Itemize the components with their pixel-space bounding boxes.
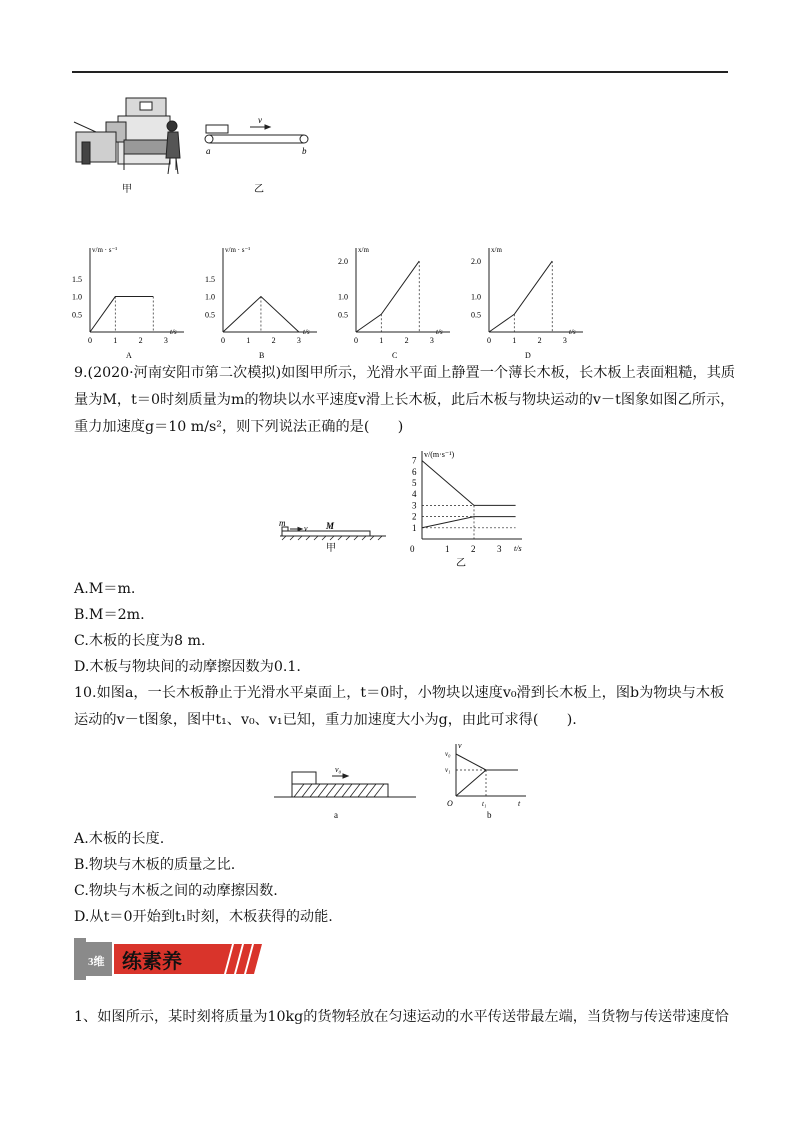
q10-line2: 运动的v－t图象，图中t₁、v₀、v₁已知，重力加速度大小为g，由此可求得( ). xyxy=(74,712,577,728)
x-tick-label: 3 xyxy=(429,336,434,345)
q9-caption-jia: 甲 xyxy=(326,543,336,554)
q9-line2: 量为M，t＝0时刻质量为m的物块以水平速度v滑上长木板，此后木板与物块运动的v－t图象如图乙所示， xyxy=(74,392,735,408)
y-tick-label: 1.0 xyxy=(338,292,348,302)
q9-option-d: D.木板与物块间的动摩擦因数为0.1. xyxy=(74,659,301,675)
x-tick-label: 1 xyxy=(379,336,384,345)
q10-board-drawing xyxy=(274,772,416,797)
option-graph-d xyxy=(471,246,583,360)
board-line xyxy=(456,770,486,796)
y-axis-label: v/m · s⁻¹ xyxy=(225,246,251,254)
q9-vt-graph xyxy=(410,450,522,554)
x-tick-label: 2 xyxy=(404,336,409,345)
banner-title: 练素养 xyxy=(122,951,182,973)
q10-vt-graph xyxy=(445,741,526,808)
x-tick-label: 0 xyxy=(410,544,415,554)
y-tick-label: 6 xyxy=(412,466,417,477)
y-tick-label: 0.5 xyxy=(338,310,348,320)
x-tick-label: 0 xyxy=(221,336,225,345)
x-axis-label: t/s xyxy=(514,544,522,553)
y-tick-label: 1.5 xyxy=(205,274,215,284)
q9-option-c: C.木板的长度为8 m. xyxy=(74,633,206,649)
q9-caption-yi: 乙 xyxy=(456,558,466,569)
y-tick-label: 2 xyxy=(412,511,417,522)
x-tick-label: 3 xyxy=(497,544,502,554)
q9-option-a: A.M＝m. xyxy=(74,581,136,597)
q9-line3: 重力加速度g＝10 m/s²，则下列说法正确的是( ) xyxy=(74,419,404,435)
q9-m-label: m xyxy=(279,518,286,528)
y-tick-label: 5 xyxy=(412,478,417,488)
x-axis-label: t/s xyxy=(303,328,310,336)
x-tick-label: 2 xyxy=(271,336,276,345)
q10-line1: 10.如图a，一长木板静止于光滑水平桌面上，t＝0时，小物块以速度v₀滑到长木板上，图b为物块与木板 xyxy=(74,685,725,701)
y-axis-label: x/m xyxy=(358,246,369,254)
q9-M-label: M xyxy=(326,521,335,531)
q9-v-label: v xyxy=(304,524,308,533)
graph-curve xyxy=(356,261,419,332)
q9-line1: 9.(2020·河南安阳市第二次模拟)如图甲所示，光滑水平面上静置一个薄长木板，长木板上表面粗糙，其质 xyxy=(74,365,736,381)
x-tick-label: 2 xyxy=(138,336,143,345)
block-line xyxy=(422,461,474,506)
q10-caption-a: a xyxy=(334,810,338,820)
y-tick-label: 3 xyxy=(412,500,417,511)
x-tick-label: 0 xyxy=(354,336,358,345)
x-tick-label: 3 xyxy=(296,336,301,345)
belt-b-label: b xyxy=(302,146,307,156)
y-tick-label: 7 xyxy=(412,455,417,466)
y-tick-label: 1.0 xyxy=(72,292,82,302)
y-axis-label: v/m · s⁻¹ xyxy=(92,246,118,254)
q10-v0-label: v₀ xyxy=(335,765,342,774)
option-graph-a xyxy=(72,246,184,360)
belt-v-label: v xyxy=(258,115,262,125)
t1-tick-label: t₁ xyxy=(482,800,487,808)
header-rule xyxy=(72,71,728,73)
option-graph-label: D xyxy=(525,351,531,360)
x-axis-label: t xyxy=(518,799,521,808)
q10-option-d: D.从t＝0开始到t₁时刻，木板获得的动能. xyxy=(74,909,333,925)
caption-jia: 甲 xyxy=(122,184,132,195)
y-tick-label: 2.0 xyxy=(471,257,481,267)
x-tick-label: 0 xyxy=(88,336,92,345)
x-tick-label: 2 xyxy=(471,544,476,554)
q9-figure xyxy=(270,442,540,572)
y-axis-label: x/m xyxy=(491,246,502,254)
y-tick-label: 0.5 xyxy=(205,310,215,320)
q1-line1: 1、如图所示，某时刻将质量为10kg的货物轻放在匀速运动的水平传送带最左端，当货物与传送带速度恰 xyxy=(74,1009,729,1025)
x-tick-label: 1 xyxy=(445,544,450,554)
q9-option-b: B.M＝2m. xyxy=(74,607,145,623)
option-graph-label: B xyxy=(259,351,265,360)
option-graph-label: C xyxy=(392,351,398,360)
x-axis-label: t/s xyxy=(569,328,576,336)
graph-curve xyxy=(90,297,153,332)
belt-a-label: a xyxy=(206,146,211,156)
x-tick-label: 3 xyxy=(163,336,168,345)
x-tick-label: 3 xyxy=(562,336,567,345)
board-line xyxy=(422,517,474,528)
q10-option-a: A.木板的长度. xyxy=(74,831,165,847)
y-tick-label: 1.5 xyxy=(72,274,82,284)
option-graph-label: A xyxy=(126,351,132,360)
origin-label: O xyxy=(447,799,453,808)
q10-option-c: C.物块与木板之间的动摩擦因数. xyxy=(74,883,278,899)
y-tick-label: 1.0 xyxy=(205,292,215,302)
q10-figure xyxy=(266,740,536,830)
x-tick-label: 1 xyxy=(113,336,118,345)
y-axis-label: v/(m·s⁻¹) xyxy=(424,450,455,459)
option-graphs xyxy=(64,232,604,362)
banner-left-strip xyxy=(74,938,86,980)
top-figure xyxy=(66,92,326,202)
y-tick-label: 1.0 xyxy=(471,292,481,302)
belt-drawing xyxy=(205,125,308,143)
x-tick-label: 1 xyxy=(512,336,517,345)
x-axis-label: t/s xyxy=(436,328,443,336)
caption-yi: 乙 xyxy=(254,184,264,195)
option-graph-b xyxy=(205,246,317,360)
y-tick-label: 1 xyxy=(412,522,417,533)
y-tick-label: 4 xyxy=(412,489,417,500)
option-graph-c xyxy=(338,246,450,360)
v0-tick-label: v₀ xyxy=(445,750,451,758)
y-tick-label: 2.0 xyxy=(338,257,348,267)
block-line xyxy=(456,754,486,770)
q10-caption-b: b xyxy=(487,810,492,820)
y-tick-label: 0.5 xyxy=(471,310,481,320)
section-banner xyxy=(74,938,264,980)
v1-tick-label: v₁ xyxy=(445,766,451,774)
q10-option-b: B.物块与木板的质量之比. xyxy=(74,857,236,873)
y-axis-label: v xyxy=(458,741,462,750)
banner-tag: 3维 xyxy=(88,956,105,968)
x-axis-label: t/s xyxy=(170,328,177,336)
machine-drawing xyxy=(74,98,180,174)
x-tick-label: 2 xyxy=(537,336,542,345)
x-tick-label: 0 xyxy=(487,336,491,345)
graph-curve xyxy=(489,261,552,332)
y-tick-label: 0.5 xyxy=(72,310,82,320)
x-tick-label: 1 xyxy=(246,336,251,345)
